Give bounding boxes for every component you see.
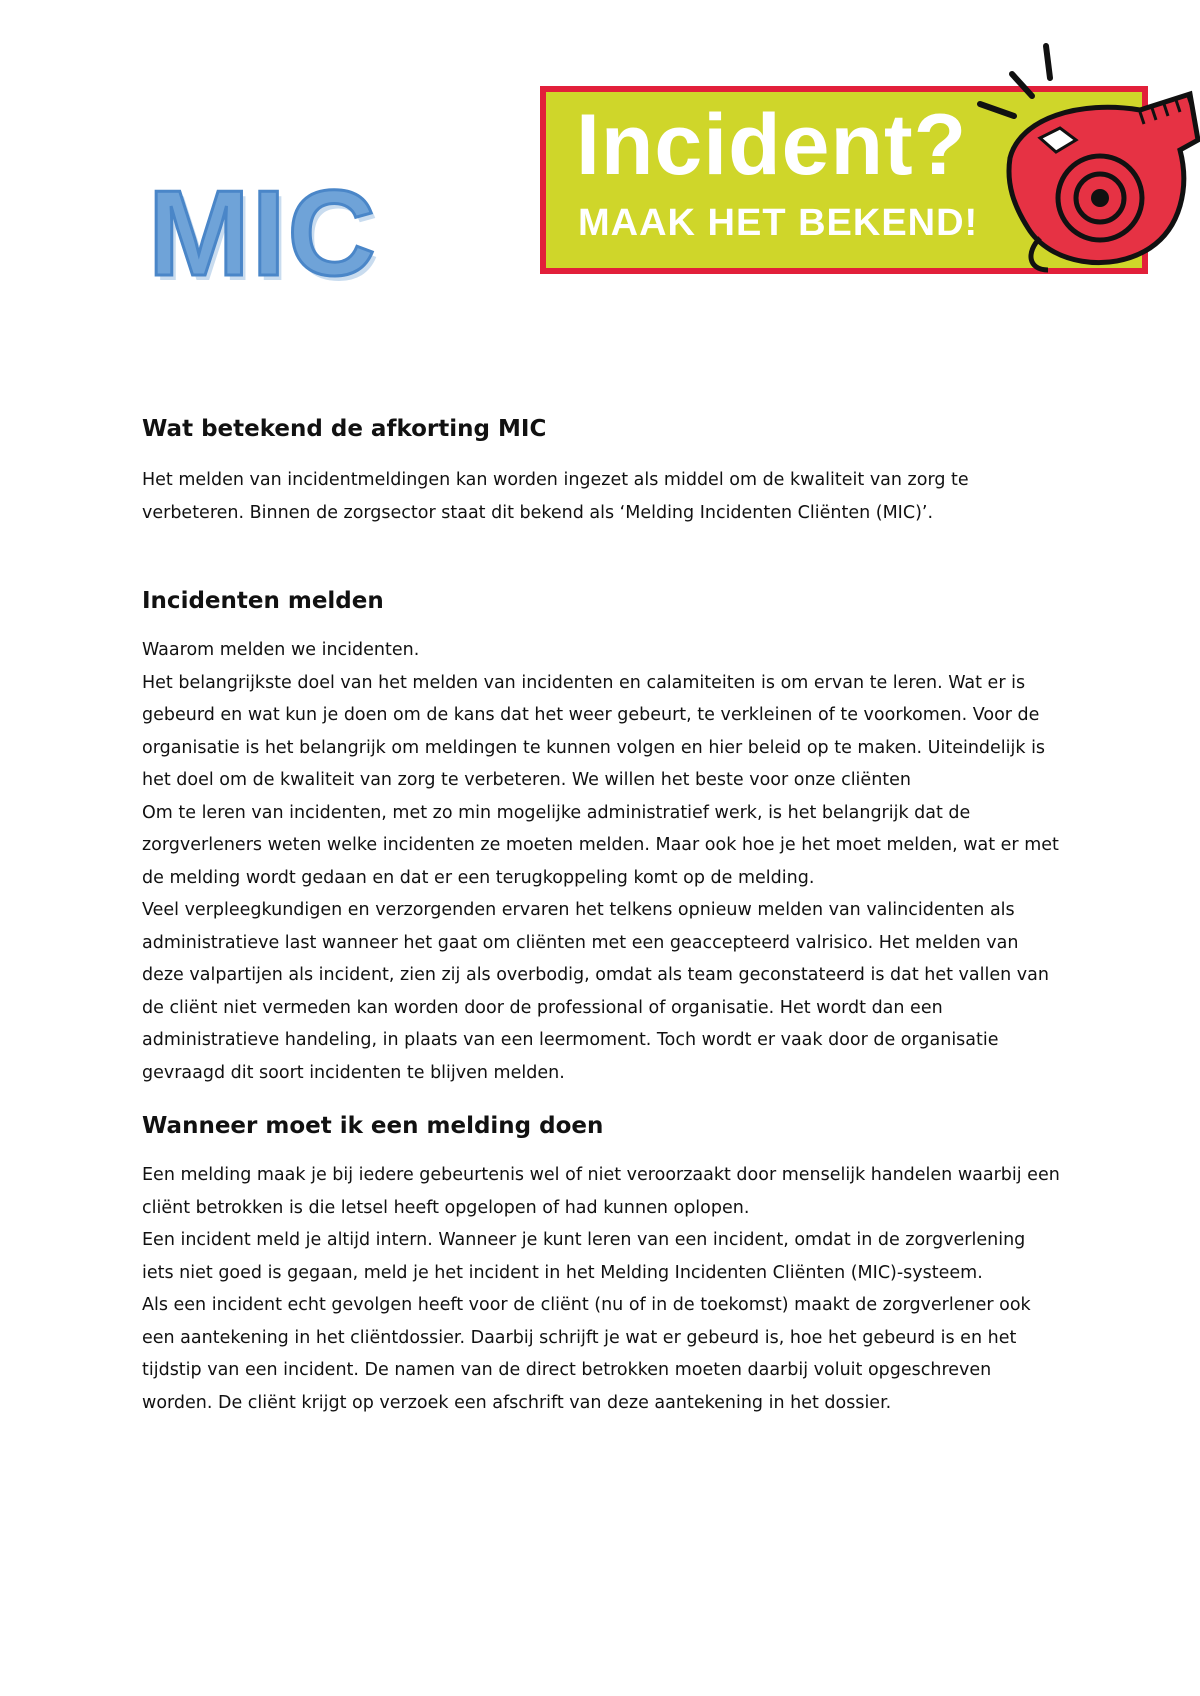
- banner-line1: Incident?: [576, 97, 968, 193]
- whistle-icon: [540, 38, 1200, 288]
- paragraph: Een incident meld je altijd intern. Wanneer je kunt leren van een incident, omdat in de zorgverlening iets niet goed is gegaan, meld je het incident in het Melding Incidenten Cliënten (MIC)-systeem.: [142, 1230, 1026, 1283]
- section-heading-when-to-report: Wanneer moet ik een melding doen: [142, 1113, 604, 1139]
- paragraph: Een melding maak je bij iedere gebeurtenis wel of niet veroorzaakt door menselijk handelen waarbij een cliënt betrokken is die letsel heeft opgelopen of had kunnen oplopen.: [142, 1165, 1060, 1218]
- paragraph: Om te leren van incidenten, met zo min mogelijke administratief werk, is het belangrijk dat de zorgverleners weten welke incidenten ze moeten melden. Maar ook hoe je het moet melden, wat er met de melding wordt gedaan en dat er een terugkoppeling komt op de melding.: [142, 802, 1059, 888]
- banner-line2: MAAK HET BEKEND!: [578, 202, 979, 244]
- paragraph: Waarom melden we incidenten.: [142, 640, 420, 660]
- document-content: [142, 412, 1062, 1419]
- paragraph: Als een incident echt gevolgen heeft voor de cliënt (nu of in de toekomst) maakt de zorgverlener ook een aantekening in het cliëntdossier. Daarbij schrijft je wat er gebeurd is, hoe het gebeurd is en het tijdstip van een incident. De namen van de direct betrokken moeten daarbij voluit opgeschreven worden. De cliënt krijgt op verzoek een afschrift van deze aantekening in het dossier.: [142, 1295, 1031, 1413]
- paragraph: Het belangrijkste doel van het melden van incidenten en calamiteiten is om ervan te leren. Wat er is gebeurd en wat kun je doen om de kans dat het weer gebeurt, te verkleinen of te voorkomen. Voor de organisatie is het belangrijk om meldingen te kunnen volgen en hier beleid op te maken. Uiteindelijk is het doel om de kwaliteit van zorg te verbeteren. We willen het beste voor onze cliënten: [142, 672, 1046, 790]
- paragraph: Veel verpleegkundigen en verzorgenden ervaren het telkens opnieuw melden van valincidenten als administratieve last wanneer het gaat om cliënten met een geaccepteerd valrisico. Het melden van deze valpartijen als incident, zien zij als overbodig, omdat als team geconstateerd is dat het vallen van de cliënt niet vermeden kan worden door de professional of organisatie. Het wordt dan een administratieve handeling, in plaats van een leermoment. Toch wordt er vaak door de organisatie gevraagd dit soort incidenten te blijven melden.: [142, 900, 1049, 1083]
- paragraph: Het melden van incidentmeldingen kan worden ingezet als middel om de kwaliteit van zorg te verbeteren. Binnen de zorgsector staat dit bekend als ‘Melding Incidenten Cliënten (MIC)’.: [142, 470, 969, 523]
- incident-banner: [540, 38, 1200, 288]
- section-heading-report-incidents: Incidenten melden: [142, 588, 384, 614]
- mic-logo-title: MIC: [148, 165, 378, 301]
- section-heading-mic-meaning: Wat betekend de afkorting MIC: [142, 416, 547, 442]
